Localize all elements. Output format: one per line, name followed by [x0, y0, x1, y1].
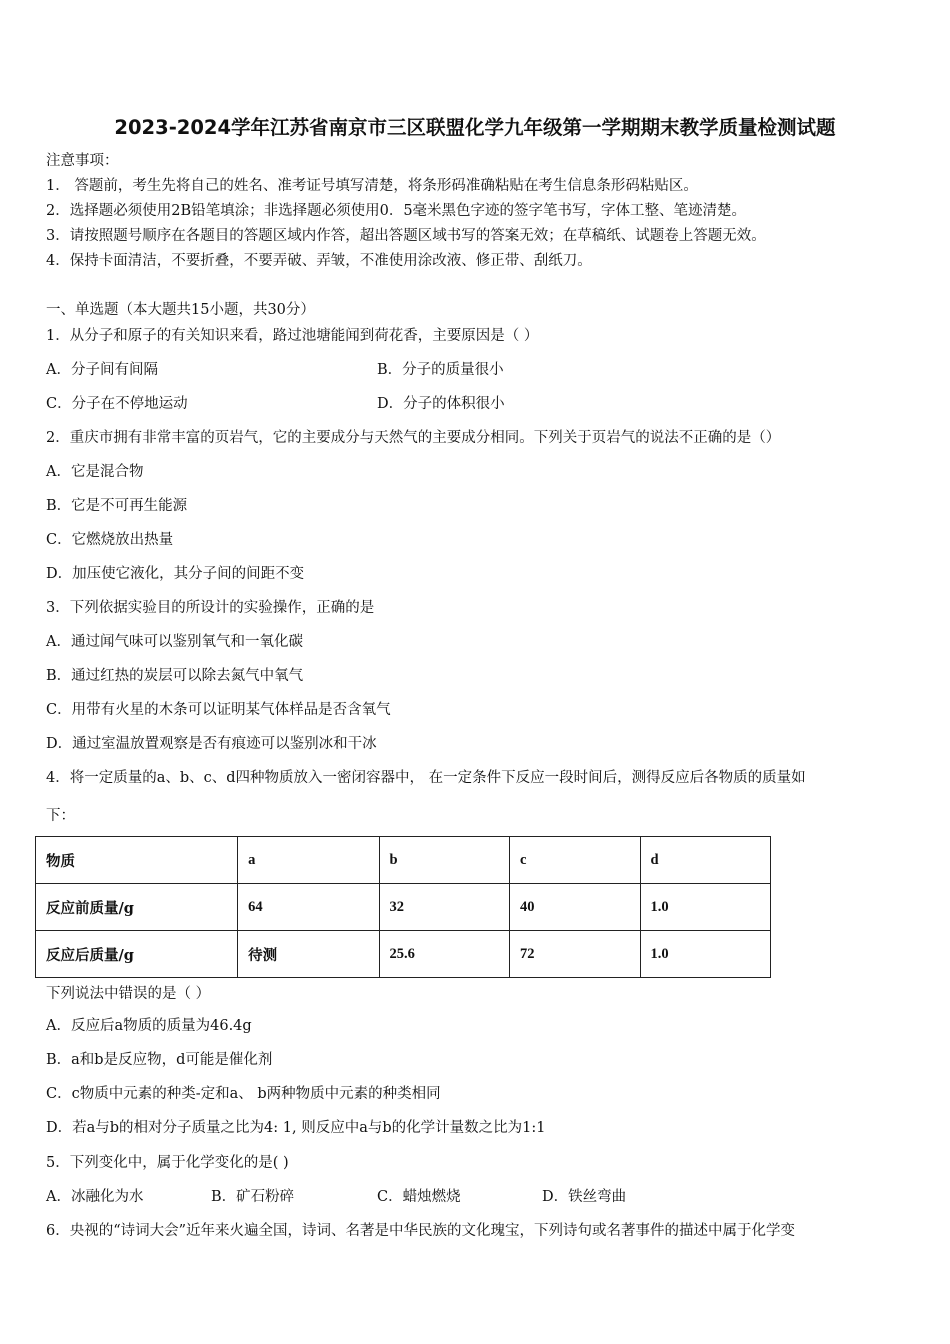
table-cell: 32 [379, 884, 510, 931]
q2-option-b: B．它是不可再生能源 [46, 498, 188, 514]
question-1-stem: 1．从分子和原子的有关知识来看，路过池塘能闻到荷花香，主要原因是（ ） [46, 328, 539, 344]
table-header-cell: a [238, 837, 379, 884]
q1-option-a: A．分子间有间隔 [46, 362, 158, 378]
q1-option-c: C．分子在不停地运动 [46, 396, 188, 412]
q2-option-c: C．它燃烧放出热量 [46, 532, 174, 548]
question-2-stem: 2．重庆市拥有非常丰富的页岩气，它的主要成分与天然气的主要成分相同。下列关于页岩气的说法不正确的是（） [46, 430, 781, 446]
section-heading: 一、单选题（本大题共15小题，共30分） [46, 302, 315, 318]
q5-option-c: C．蜡烛燃烧 [377, 1189, 461, 1205]
q4-option-b: B．a和b是反应物，d可能是催化剂 [46, 1052, 273, 1068]
notice-item: 1． 答题前，考生先将自己的姓名、准考证号填写清楚，将条形码准确粘贴在考生信息条形码粘贴区。 [46, 178, 698, 194]
table-cell: 反应前质量/g [36, 884, 238, 931]
question-4-stem-cont: 下： [46, 808, 75, 824]
question-4-stem: 4．将一定质量的a、b、c、d四种物质放入一密闭容器中， 在一定条件下反应一段时间后，测得反应后各物质的质量如 [46, 770, 806, 786]
notice-item: 3．请按照题号顺序在各题目的答题区域内作答，超出答题区域书写的答案无效；在草稿纸、试题卷上答题无效。 [46, 228, 766, 244]
table-cell: 反应后质量/g [36, 931, 238, 978]
page-title: 2023-2024学年江苏省南京市三区联盟化学九年级第一学期期末教学质量检测试题 [114, 116, 836, 139]
notice-heading: 注意事项： [46, 153, 119, 169]
q3-option-d: D．通过室温放置观察是否有痕迹可以鉴别冰和干冰 [46, 736, 377, 752]
table-cell: 1.0 [640, 884, 771, 931]
table-cell: 待测 [238, 931, 379, 978]
table-header-cell: b [379, 837, 510, 884]
question-5-stem: 5．下列变化中，属于化学变化的是( ) [46, 1155, 289, 1171]
q5-option-a: A．冰融化为水 [46, 1189, 144, 1205]
q3-option-c: C．用带有火星的木条可以证明某气体样品是否含氧气 [46, 702, 391, 718]
table-cell: 25.6 [379, 931, 510, 978]
table-row [36, 884, 771, 931]
q4-option-d: D．若a与b的相对分子质量之比为4: 1, 则反应中a与b的化学计量数之比为1:1 [46, 1120, 546, 1136]
q4-after-table: 下列说法中错误的是（ ） [46, 986, 211, 1002]
table-header-cell: c [510, 837, 640, 884]
question-3-stem: 3．下列依据实验目的所设计的实验操作，正确的是 [46, 600, 375, 616]
notice-item: 2．选择题必须使用2B铅笔填涂；非选择题必须使用0．5毫米黑色字迹的签字笔书写，字体工整、笔迹清楚。 [46, 203, 747, 219]
q5-option-b: B．矿石粉碎 [211, 1189, 295, 1205]
notice-item: 4．保持卡面清洁，不要折叠，不要弄破、弄皱，不准使用涂改液、修正带、刮纸刀。 [46, 253, 592, 269]
table-cell: 40 [510, 884, 640, 931]
q5-option-d: D．铁丝弯曲 [542, 1189, 627, 1205]
q2-option-a: A．它是混合物 [46, 464, 144, 480]
q2-option-d: D．加压使它液化，其分子间的间距不变 [46, 566, 305, 582]
q4-option-c: C．c物质中元素的种类-定和a、 b两种物质中元素的种类相同 [46, 1086, 441, 1102]
q1-option-d: D．分子的体积很小 [377, 396, 505, 412]
q4-option-a: A．反应后a物质的质量为46.4g [46, 1018, 252, 1034]
q3-option-a: A．通过闻气味可以鉴别氧气和一氧化碳 [46, 634, 303, 650]
table-row [36, 931, 771, 978]
q3-option-b: B．通过红热的炭层可以除去氮气中氧气 [46, 668, 304, 684]
table-header-row [36, 837, 771, 884]
question-6-stem: 6．央视的“诗词大会”近年来火遍全国，诗词、名著是中华民族的文化瑰宝，下列诗句或名著事件的描述中属于化学变 [46, 1223, 796, 1239]
table-cell: 1.0 [640, 931, 771, 978]
table-cell: 64 [238, 884, 379, 931]
table-cell: 72 [510, 931, 640, 978]
q1-option-b: B．分子的质量很小 [377, 362, 504, 378]
table-header-cell: d [640, 837, 771, 884]
mass-table [35, 836, 771, 978]
table-header-cell: 物质 [36, 837, 238, 884]
